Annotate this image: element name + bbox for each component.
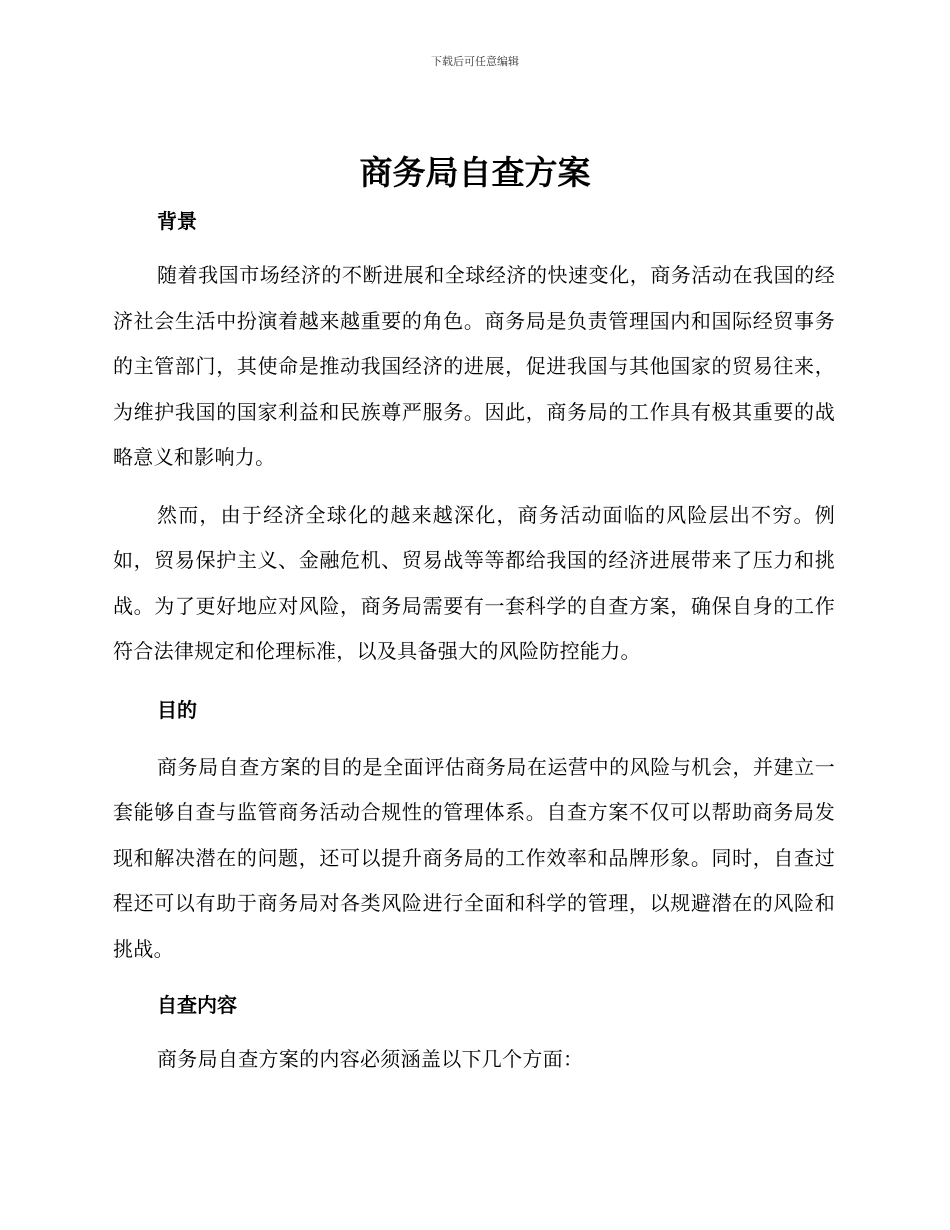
purpose-paragraph-1: 商务局自查方案的目的是全面评估商务局在运营中的风险与机会，并建立一套能够自查与监管商务活动合规性的管理体系。自查方案不仅可以帮助商务局发现和解决潜在的问题，还可以提升商务局的工作效率和品牌形象。同时，自查过程还可以有助于商务局对各类风险进行全面和科学的管理，以规避潜在的风险和挑战。: [113, 754, 835, 961]
document-title: 商务局自查方案: [359, 153, 591, 192]
document-body: [113, 201, 835, 1083]
section-heading-purpose: 目的: [157, 697, 197, 722]
background-paragraph-2: 然而，由于经济全球化的越来越深化，商务活动面临的风险层出不穷。例如，贸易保护主义、金融危机、贸易战等等都给我国的经济进展带来了压力和挑战。为了更好地应对风险，商务局需要有一套科学的自查方案，确保自身的工作符合法律规定和伦理标准，以及具备强大的风险防控能力。: [113, 502, 835, 663]
section-heading-background: 背景: [157, 209, 197, 233]
header-note: 下载后可任意编辑: [431, 55, 519, 68]
self-check-paragraph-1: 商务局自查方案的内容必须涵盖以下几个方面：: [157, 1047, 584, 1071]
background-paragraph-1: 随着我国市场经济的不断进展和全球经济的快速变化，商务活动在我国的经济社会生活中扮演着越来越重要的角色。商务局是负责管理国内和国际经贸事务的主管部门，其使命是推动我国经济的进展，促进我国与其他国家的贸易往来，为维护我国的国家利益和民族尊严服务。因此，商务局的工作具有极其重要的战略意义和影响力。: [113, 263, 835, 469]
section-heading-self-check: 自查内容: [157, 993, 237, 1017]
